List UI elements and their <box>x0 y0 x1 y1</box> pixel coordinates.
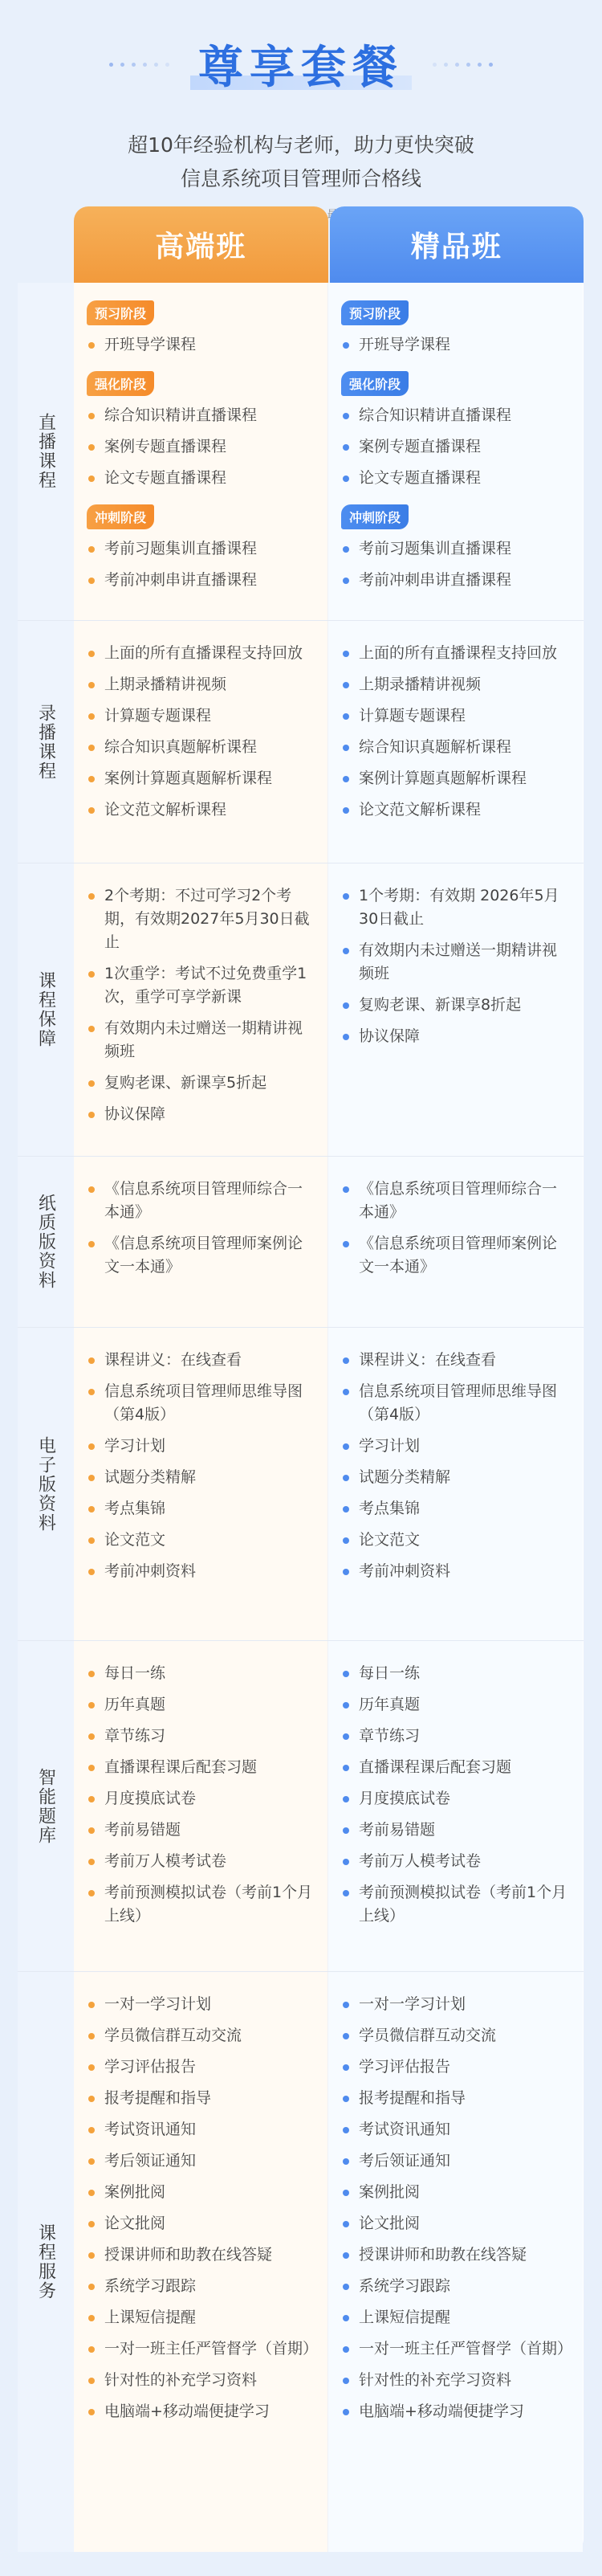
list-item: 复购老课、新课享8折起 <box>341 994 571 1017</box>
table-header <box>74 206 584 283</box>
list-item: 案例计算题真题解析课程 <box>341 767 571 790</box>
list-item: 学习评估报告 <box>87 2055 316 2079</box>
column-header-elite: 精品班 <box>330 206 584 283</box>
row-label: 录播课程 <box>35 703 56 781</box>
list-item: 章节练习 <box>341 1725 571 1748</box>
list-item: 信息系统项目管理师思维导图（第4版） <box>341 1380 571 1427</box>
list-item: 章节练习 <box>87 1725 316 1748</box>
list-item: 论文范文 <box>87 1529 316 1552</box>
list-item: 考前预测模拟试卷（考前1个月上线） <box>341 1881 571 1928</box>
list-item: 综合知识精讲直播课程 <box>341 404 571 427</box>
cell-elite <box>328 863 583 1156</box>
list-item: 上期录播精讲视频 <box>341 673 571 696</box>
list-item: 考试资讯通知 <box>341 2118 571 2141</box>
list-item: 课程讲义：在线查看 <box>341 1349 571 1372</box>
row-label-cell <box>18 863 74 1156</box>
cell-premium <box>74 1328 328 1640</box>
list-item: 《信息系统项目管理师案例论文一本通》 <box>341 1232 571 1279</box>
list-item: 协议保障 <box>87 1103 316 1126</box>
item-list <box>341 404 571 490</box>
cell-elite <box>328 1641 583 1971</box>
list-item: 考前万人模考试卷 <box>341 1850 571 1873</box>
list-item: 案例计算题真题解析课程 <box>87 767 316 790</box>
row-label: 智能题库 <box>35 1767 56 1845</box>
list-item: 试题分类精解 <box>341 1466 571 1489</box>
list-item: 论文范文解析课程 <box>341 798 571 822</box>
list-item: 考前冲刺资料 <box>341 1560 571 1583</box>
cell-elite <box>328 621 583 863</box>
list-item: 案例专题直播课程 <box>87 435 316 459</box>
list-item: 上期录播精讲视频 <box>87 673 316 696</box>
item-list <box>87 1993 319 2423</box>
list-item: 综合知识精讲直播课程 <box>87 404 316 427</box>
item-list <box>341 333 571 357</box>
item-list <box>341 1662 571 1928</box>
item-list <box>87 1349 316 1583</box>
list-item: 论文专题直播课程 <box>341 467 571 490</box>
list-item: 学习计划 <box>341 1435 571 1458</box>
list-item: 论文批阅 <box>87 2212 316 2235</box>
row-label: 直播课程 <box>35 413 56 490</box>
row-label-cell <box>18 1328 74 1640</box>
list-item: 考后领证通知 <box>87 2149 316 2173</box>
cell-premium <box>74 863 328 1156</box>
page-title: 尊享套餐 <box>190 32 412 96</box>
list-item: 考前习题集训直播课程 <box>341 537 571 561</box>
list-item: 考前习题集训直播课程 <box>87 537 316 561</box>
item-list <box>87 537 316 592</box>
list-item: 论文范文 <box>341 1529 571 1552</box>
list-item: 课程讲义：在线查看 <box>87 1349 316 1372</box>
list-item: 一对一学习计划 <box>341 1993 571 2016</box>
list-item: 试题分类精解 <box>87 1466 316 1489</box>
list-item: 一对一学习计划 <box>87 1993 316 2016</box>
row-label: 电子版资料 <box>35 1435 56 1533</box>
header <box>0 0 602 221</box>
subtitle <box>0 129 602 196</box>
item-list <box>341 884 571 1048</box>
list-item: 上课短信提醒 <box>87 2306 316 2329</box>
stage-badge: 预习阶段 <box>341 300 409 325</box>
list-item: 一对一班主任严管督学（首期） <box>341 2337 571 2361</box>
list-item: 考后领证通知 <box>341 2149 571 2173</box>
row-label: 纸质版资料 <box>35 1194 56 1290</box>
list-item: 学员微信群互动交流 <box>87 2024 316 2047</box>
cell-premium <box>74 621 328 863</box>
item-list <box>87 404 316 490</box>
list-item: 考前冲刺串讲直播课程 <box>341 569 571 592</box>
list-item: 直播课程课后配套习题 <box>341 1756 571 1779</box>
list-item: 系统学习跟踪 <box>87 2275 316 2298</box>
list-item: 授课讲师和助教在线答疑 <box>341 2243 571 2267</box>
item-list <box>341 1349 571 1583</box>
list-item: 历年真题 <box>87 1693 316 1717</box>
list-item: 有效期内未过赠送一期精讲视频班 <box>87 1017 316 1063</box>
list-item: 协议保障 <box>341 1025 571 1048</box>
list-item: 报考提醒和指导 <box>87 2087 316 2110</box>
dots-right-decoration <box>433 63 493 67</box>
list-item: 复购老课、新课享5折起 <box>87 1072 316 1095</box>
list-item: 开班导学课程 <box>87 333 316 357</box>
list-item: 学习计划 <box>87 1435 316 1458</box>
item-list <box>87 884 316 1126</box>
list-item: 考点集锦 <box>87 1497 316 1521</box>
list-item: 学员微信群互动交流 <box>341 2024 571 2047</box>
item-list <box>341 1993 571 2423</box>
list-item: 每日一练 <box>341 1662 571 1685</box>
item-list <box>341 642 571 822</box>
subtitle-line-1: 超10年经验机构与老师，助力更快突破 <box>128 133 474 157</box>
row-label-cell <box>18 283 74 620</box>
list-item: 月度摸底试卷 <box>341 1787 571 1811</box>
list-item: 1次重学：考试不过免费重学1次，重学可享学新课 <box>87 962 316 1009</box>
table-row-smart-question-bank <box>18 1640 584 1971</box>
list-item: 直播课程课后配套习题 <box>87 1756 316 1779</box>
list-item: 针对性的补充学习资料 <box>341 2369 571 2392</box>
list-item: 系统学习跟踪 <box>341 2275 571 2298</box>
list-item: 考前冲刺串讲直播课程 <box>87 569 316 592</box>
list-item: 计算题专题课程 <box>341 704 571 728</box>
stage-badge: 冲刺阶段 <box>87 504 154 529</box>
stage-badge: 强化阶段 <box>341 371 409 396</box>
stage-badge: 预习阶段 <box>87 300 154 325</box>
table-row-digital-materials <box>18 1327 584 1640</box>
list-item: 论文批阅 <box>341 2212 571 2235</box>
list-item: 电脑端+移动端便捷学习 <box>87 2400 316 2423</box>
list-item: 开班导学课程 <box>341 333 571 357</box>
cell-elite <box>328 1328 583 1640</box>
list-item: 有效期内未过赠送一期精讲视频班 <box>341 939 571 986</box>
list-item: 案例专题直播课程 <box>341 435 571 459</box>
cell-elite <box>328 283 583 620</box>
cell-premium <box>74 1641 328 1971</box>
table-row-course-services <box>18 1971 584 2552</box>
list-item: 案例批阅 <box>87 2181 316 2204</box>
list-item: 《信息系统项目管理师综合一本通》 <box>341 1178 571 1224</box>
cell-premium <box>74 283 328 620</box>
list-item: 计算题专题课程 <box>87 704 316 728</box>
list-item: 考前预测模拟试卷（考前1个月上线） <box>87 1881 316 1928</box>
list-item: 1个考期：有效期 2026年5月30日截止 <box>341 884 571 931</box>
item-list <box>341 1178 571 1279</box>
cell-premium <box>74 1972 328 2552</box>
row-label-cell <box>18 1157 74 1327</box>
stage-badge: 冲刺阶段 <box>341 504 409 529</box>
list-item: 月度摸底试卷 <box>87 1787 316 1811</box>
item-list <box>341 537 571 592</box>
list-item: 2个考期：不过可学习2个考期，有效期2027年5月30日截止 <box>87 884 316 954</box>
list-item: 考前易错题 <box>87 1819 316 1842</box>
list-item: 上面的所有直播课程支持回放 <box>341 642 571 665</box>
list-item: 综合知识真题解析课程 <box>341 736 571 759</box>
item-list <box>87 1662 316 1928</box>
table-row-live-courses <box>18 283 584 620</box>
row-label-cell <box>18 1972 74 2552</box>
row-label: 课程服务 <box>35 2223 56 2300</box>
row-label-cell <box>18 1641 74 1971</box>
list-item: 针对性的补充学习资料 <box>87 2369 316 2392</box>
list-item: 考前万人模考试卷 <box>87 1850 316 1873</box>
list-item: 电脑端+移动端便捷学习 <box>341 2400 571 2423</box>
row-label-cell <box>18 621 74 863</box>
package-comparison-table <box>18 206 584 2552</box>
list-item: 《信息系统项目管理师案例论文一本通》 <box>87 1232 316 1279</box>
subtitle-line-2: 信息系统项目管理师合格线 <box>180 167 421 190</box>
list-item: 案例批阅 <box>341 2181 571 2204</box>
list-item: 上课短信提醒 <box>341 2306 571 2329</box>
list-item: 考点集锦 <box>341 1497 571 1521</box>
table-row-course-guarantee <box>18 863 584 1156</box>
column-header-premium: 高端班 <box>74 206 328 283</box>
list-item: 学习评估报告 <box>341 2055 571 2079</box>
list-item: 信息系统项目管理师思维导图（第4版） <box>87 1380 316 1427</box>
list-item: 上面的所有直播课程支持回放 <box>87 642 316 665</box>
list-item: 《信息系统项目管理师综合一本通》 <box>87 1178 316 1224</box>
list-item: 论文专题直播课程 <box>87 467 316 490</box>
row-label: 课程保障 <box>35 971 56 1048</box>
table-row-recorded-courses <box>18 620 584 863</box>
item-list <box>87 1178 316 1279</box>
list-item: 历年真题 <box>341 1693 571 1717</box>
cell-elite <box>328 1972 583 2552</box>
dots-left-decoration <box>109 63 169 67</box>
table-row-printed-materials <box>18 1156 584 1327</box>
list-item: 考试资讯通知 <box>87 2118 316 2141</box>
list-item: 一对一班主任严管督学（首期） <box>87 2337 316 2361</box>
cell-premium <box>74 1157 328 1327</box>
list-item: 每日一练 <box>87 1662 316 1685</box>
list-item: 综合知识真题解析课程 <box>87 736 316 759</box>
list-item: 考前冲刺资料 <box>87 1560 316 1583</box>
stage-badge: 强化阶段 <box>87 371 154 396</box>
item-list <box>87 333 316 357</box>
table-body <box>18 283 584 2552</box>
list-item: 考前易错题 <box>341 1819 571 1842</box>
list-item: 论文范文解析课程 <box>87 798 316 822</box>
title-wrap <box>88 32 514 96</box>
list-item: 报考提醒和指导 <box>341 2087 571 2110</box>
list-item: 授课讲师和助教在线答疑 <box>87 2243 316 2267</box>
item-list <box>87 642 316 822</box>
cell-elite <box>328 1157 583 1327</box>
